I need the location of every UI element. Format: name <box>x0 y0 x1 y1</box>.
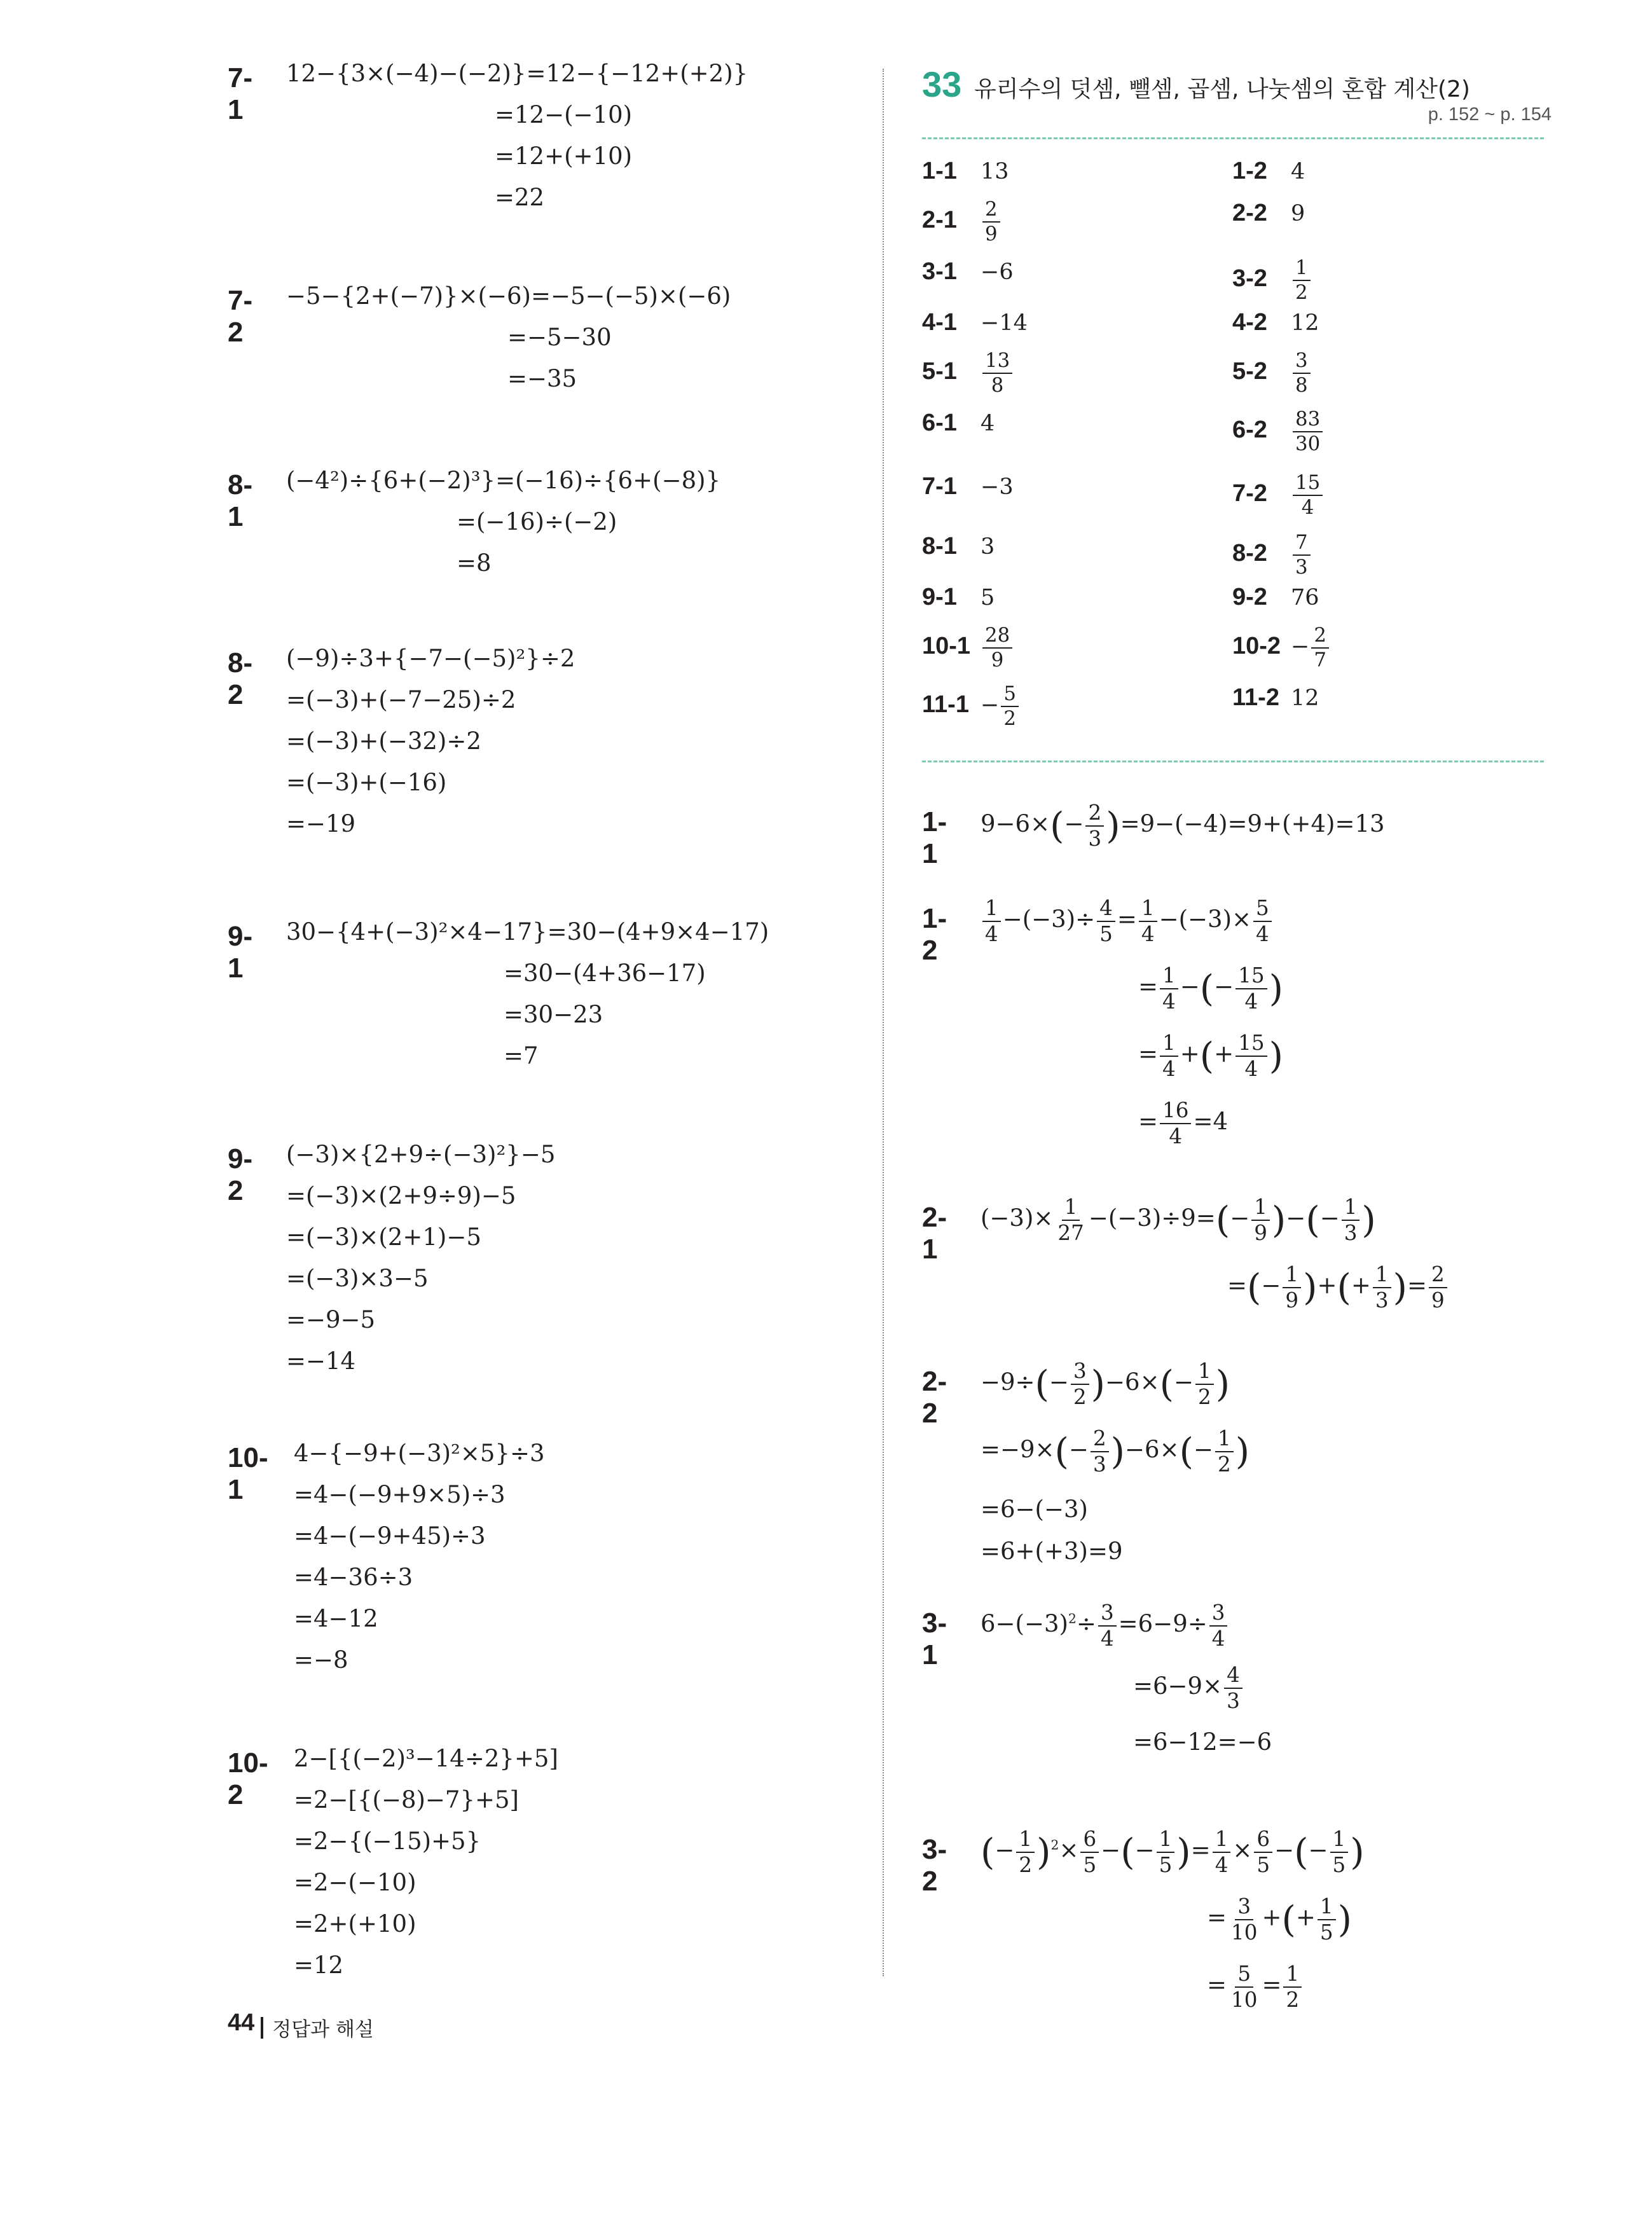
answer-value: 76 <box>1291 585 1319 610</box>
solution-line: =7 <box>504 1042 539 1070</box>
answer-value: $\frac{7}{3}$ <box>1291 541 1312 567</box>
answer-value: − $\frac{2}{7}$ <box>1291 634 1331 659</box>
answer-value: $\frac{2}{9}$ <box>981 208 1002 233</box>
solution-line: =(−3)+(−16) <box>286 769 447 796</box>
solution-line: =−19 <box>286 810 356 837</box>
solution-line: (−3)×{2+9÷(−3)²}−5 <box>286 1141 556 1168</box>
answer-2-1 <box>922 200 1002 244</box>
page-footer <box>228 2009 374 2042</box>
solution-line: 2−[{(−2)³−14÷2}+5] <box>294 1745 558 1772</box>
answer-value: 5 <box>981 585 995 610</box>
answer-label: 1-1 <box>922 158 957 184</box>
answer-value: −6 <box>981 259 1014 285</box>
solution-line: = $\frac{1}{4}$ −(− $\frac{15}{4}$ ) <box>1138 963 1283 1014</box>
answer-10-1 <box>922 626 1014 670</box>
solution-line: =(−3)+(−7−25)÷2 <box>286 686 516 713</box>
solution-label: 2-2 <box>922 1366 947 1429</box>
solution-line: =8 <box>457 549 492 577</box>
answer-6-1 <box>922 410 995 437</box>
answer-label: 8-1 <box>922 533 957 560</box>
answer-label: 9-2 <box>1232 584 1267 610</box>
problem-label: 9-2 <box>228 1143 253 1206</box>
answer-1-2 <box>1232 158 1305 185</box>
answer-label: 3-1 <box>922 258 957 285</box>
section-pages: p. 152 ~ p. 154 <box>1428 104 1552 125</box>
answer-label: 1-2 <box>1232 158 1267 184</box>
answer-5-2 <box>1232 351 1312 396</box>
solution-line: =−9−5 <box>286 1306 376 1333</box>
answer-label: 2-2 <box>1232 200 1267 226</box>
solution-line: =4−36÷3 <box>294 1564 413 1591</box>
solution-line: $6-(-3)^2\div$ $\frac{3}{4}$ =6−9÷ $\frac{3}{4}$ <box>981 1602 1229 1649</box>
answer-8-1 <box>922 533 995 560</box>
answer-value: $\frac{28}{9}$ <box>981 634 1014 659</box>
solution-line: =2+(+10) <box>294 1910 416 1937</box>
solution-line: =6−9× $\frac{4}{3}$ <box>1133 1665 1244 1711</box>
answer-label: 8-2 <box>1232 540 1267 567</box>
solution-line: =(− $\frac{1}{9}$ )+(+ $\frac{1}{3}$ )= $\frac{2}{9}$ <box>1227 1264 1449 1311</box>
answer-value: $\frac{83}{30}$ <box>1291 418 1325 443</box>
problem-label: 7-2 <box>228 285 253 348</box>
solution-line: =(−3)×(2+1)−5 <box>286 1223 481 1251</box>
answer-value: $\frac{15}{4}$ <box>1291 481 1325 507</box>
answer-label: 11-1 <box>922 691 969 719</box>
answer-7-1 <box>922 473 1014 500</box>
answer-10-2 <box>1232 626 1331 670</box>
solution-line: =4−(−9+9×5)÷3 <box>294 1481 506 1508</box>
solution-line: =(−3)+(−32)÷2 <box>286 727 481 755</box>
answer-11-1 <box>922 684 1021 729</box>
answer-label: 10-2 <box>1232 633 1281 660</box>
page-number: 44 <box>228 2009 255 2036</box>
answer-label: 4-2 <box>1232 309 1267 336</box>
section-number: 33 <box>922 64 962 104</box>
solution-label: 3-1 <box>922 1607 947 1670</box>
answer-value: 4 <box>1291 159 1305 184</box>
solution-line: (−4²)÷{6+(−2)³}=(−16)÷{6+(−8)} <box>286 467 721 494</box>
problem-label: 9-1 <box>228 921 253 984</box>
solution-line: = $\frac{16}{4}$ =4 <box>1138 1098 1228 1148</box>
footer-separator <box>261 2017 263 2039</box>
solution-line: =30−23 <box>504 1001 603 1028</box>
answer-3-1 <box>922 258 1014 286</box>
solution-line: = $\frac{5}{10}$ = $\frac{1}{2}$ <box>1207 1964 1304 2010</box>
answer-label: 5-1 <box>922 358 957 385</box>
column-divider <box>883 69 884 1976</box>
solution-line: =22 <box>495 184 545 211</box>
answer-label: 7-1 <box>922 473 957 500</box>
solution-line: (− $\frac{1}{2}$ )$^2$× $\frac{6}{5}$ −(− $\frac{1}{5}$ )= $\frac{1}{4}$ × $\frac{6}{5}$ −(− $\frac{1}{5}$ ) <box>981 1827 1365 1877</box>
answer-3-2 <box>1232 258 1312 303</box>
solution-line: −9÷(− $\frac{3}{2}$ )−6×(− $\frac{1}{2}$ ) <box>981 1359 1230 1409</box>
answer-9-2 <box>1232 584 1319 611</box>
answer-label: 5-2 <box>1232 358 1267 385</box>
section-title: 유리수의 덧셈, 뺄셈, 곱셈, 나눗셈의 혼합 계산(2) <box>974 76 1470 102</box>
answer-value: $\frac{13}{8}$ <box>981 359 1014 385</box>
answer-value: $\frac{3}{8}$ <box>1291 359 1312 385</box>
answer-1-1 <box>922 158 1009 185</box>
solution-line: =2−{(−15)+5} <box>294 1827 481 1855</box>
solution-line: = $\frac{3}{10}$ +(+ $\frac{1}{5}$ ) <box>1207 1894 1352 1944</box>
answer-value: 12 <box>1291 310 1319 336</box>
solution-line: 4−{−9+(−3)²×5}÷3 <box>294 1440 545 1467</box>
answer-9-1 <box>922 584 995 611</box>
solution-line: 30−{4+(−3)²×4−17}=30−(4+9×4−17) <box>286 918 769 946</box>
answer-label: 11-2 <box>1232 684 1279 711</box>
solution-line: =12−(−10) <box>495 101 633 128</box>
solution-line: =2−(−10) <box>294 1869 416 1896</box>
answer-label: 7-2 <box>1232 480 1267 507</box>
solution-label: 1-1 <box>922 806 947 869</box>
answer-value: 13 <box>981 159 1009 184</box>
problem-label: 8-1 <box>228 469 253 532</box>
problem-label: 10-2 <box>228 1747 268 1810</box>
solution-line: =12+(+10) <box>495 142 633 170</box>
answer-label: 4-1 <box>922 309 957 336</box>
solution-line: 12−{3×(−4)−(−2)}=12−{−12+(+2)} <box>286 60 748 87</box>
answer-label: 6-1 <box>922 410 957 436</box>
solution-line: =−35 <box>507 365 577 392</box>
solution-line: =12 <box>294 1951 344 1979</box>
answer-7-2 <box>1232 473 1325 518</box>
solution-line: =(−3)×(2+9÷9)−5 <box>286 1182 516 1209</box>
answer-8-2 <box>1232 533 1312 577</box>
solution-line: =(−16)÷(−2) <box>457 508 617 535</box>
answer-4-1 <box>922 309 1028 336</box>
solution-line: =6−12=−6 <box>1133 1728 1272 1756</box>
answer-5-1 <box>922 351 1014 396</box>
solution-line: =−5−30 <box>507 324 612 351</box>
solution-line: (−3)× $\frac{1}{27}$ −(−3)÷9=(− $\frac{1}{9}$ )−(− $\frac{1}{3}$ ) <box>981 1195 1376 1245</box>
solution-line: −5−{2+(−7)}×(−6)=−5−(−5)×(−6) <box>286 282 731 310</box>
answer-4-2 <box>1232 309 1319 336</box>
answer-value: 12 <box>1291 685 1319 711</box>
solution-line: =−14 <box>286 1347 356 1375</box>
answer-value: 4 <box>981 411 995 436</box>
problem-label: 10-1 <box>228 1442 268 1505</box>
divider-bottom <box>922 761 1544 762</box>
solution-line: =−8 <box>294 1646 348 1674</box>
solution-line: =−9×(− $\frac{2}{3}$ )−6×(− $\frac{1}{2}$ ) <box>981 1426 1250 1476</box>
answer-value: 3 <box>981 534 995 560</box>
solution-line: =(−3)×3−5 <box>286 1265 429 1292</box>
solution-line: =4−(−9+45)÷3 <box>294 1522 486 1550</box>
answer-value: 9 <box>1291 201 1305 226</box>
solution-line: =30−(4+36−17) <box>504 960 706 987</box>
divider-top <box>922 137 1544 139</box>
solution-line: =4−12 <box>294 1605 378 1632</box>
solution-line: (−9)÷3+{−7−(−5)²}÷2 <box>286 645 575 672</box>
answer-value: − $\frac{5}{2}$ <box>981 692 1021 718</box>
answer-6-2 <box>1232 410 1325 454</box>
answer-label: 10-1 <box>922 633 971 660</box>
solution-label: 2-1 <box>922 1202 947 1265</box>
solution-line: =6+(+3)=9 <box>981 1538 1123 1565</box>
answer-label: 3-2 <box>1232 265 1267 293</box>
solution-label: 1-2 <box>922 903 947 966</box>
answer-2-2 <box>1232 200 1305 227</box>
answer-label: 2-1 <box>922 207 957 234</box>
problem-label: 7-1 <box>228 62 253 125</box>
answer-value: $\frac{1}{2}$ <box>1291 266 1312 292</box>
solution-line: = $\frac{1}{4}$ +(+ $\frac{15}{4}$ ) <box>1138 1031 1283 1081</box>
answer-value: −14 <box>981 310 1028 336</box>
problem-label: 8-2 <box>228 647 253 710</box>
solution-label: 3-2 <box>922 1834 947 1897</box>
solution-line: =2−[{(−8)−7}+5] <box>294 1786 519 1814</box>
answer-11-2 <box>1232 684 1319 712</box>
solution-line: $\frac{1}{4}$ −(−3)÷ $\frac{4}{5}$ = $\frac{1}{4}$ −(−3)× $\frac{5}{4}$ <box>981 898 1274 944</box>
solution-line: 9−6×(− $\frac{2}{3}$ )=9−(−4)=9+(+4)=13 <box>981 801 1385 851</box>
answer-label: 6-2 <box>1232 416 1267 444</box>
answer-value: −3 <box>981 474 1014 500</box>
solution-line: =6−(−3) <box>981 1496 1088 1523</box>
answer-label: 9-1 <box>922 584 957 610</box>
footer-text: 정답과 해설 <box>272 2018 374 2041</box>
